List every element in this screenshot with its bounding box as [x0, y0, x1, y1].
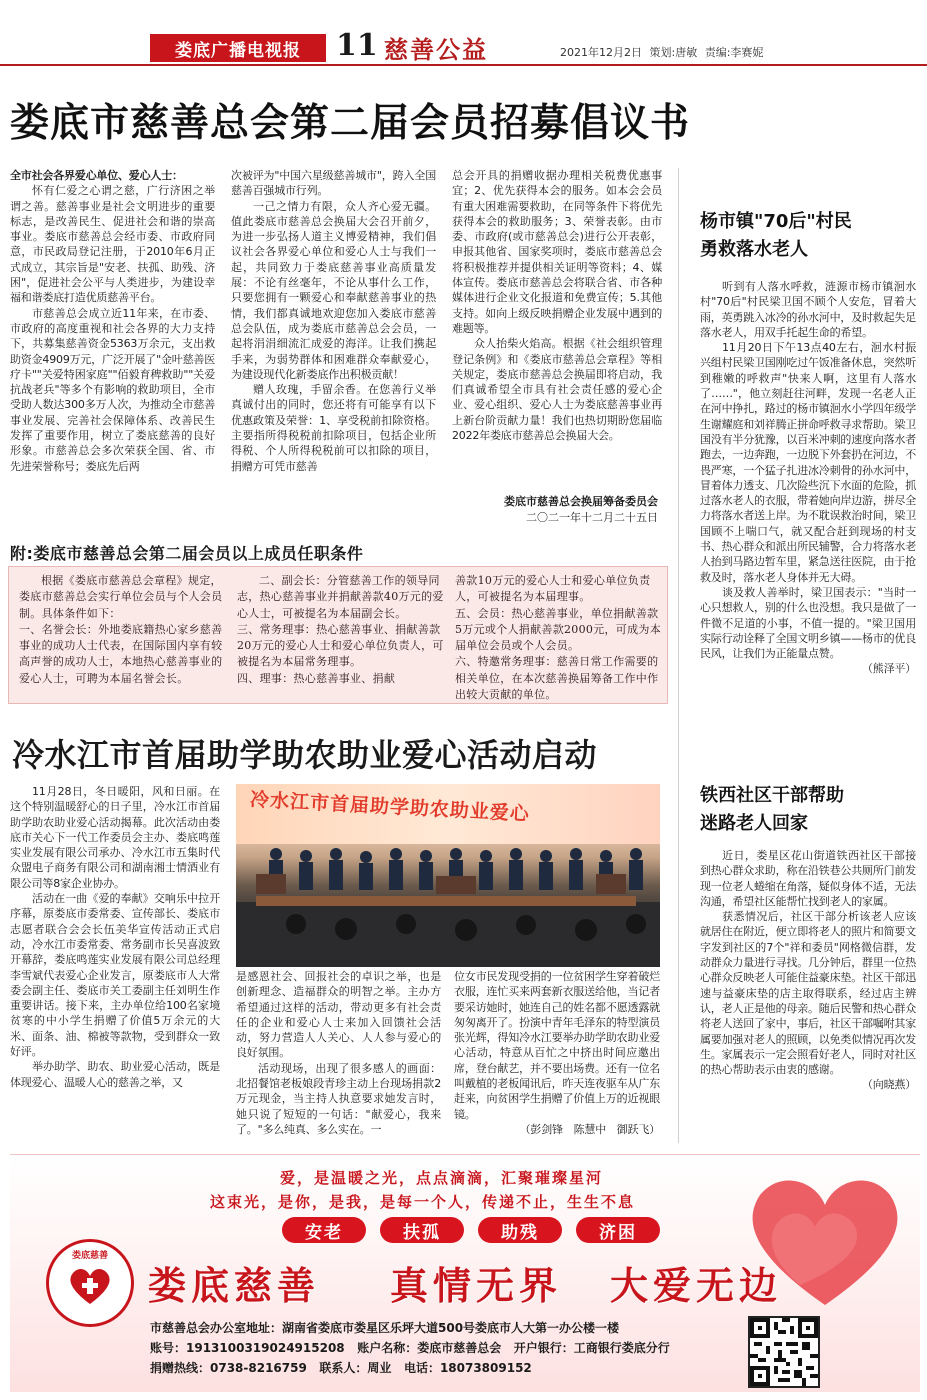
- date-line: [560, 44, 763, 60]
- appendix-col2: 二、副会长：分管慈善工作的领导同志，热心慈善事业并捐献善款40万元的爱心人士，可被提名为本届副会长。 三、常务理事：热心慈善事业、捐献善款20万元的爱心人士和爱心单位负责人，可被提名为本届常务理事。 四、理事：热心慈善事业、捐献: [237, 574, 444, 685]
- crowd-illustration: [236, 784, 660, 967]
- column-divider: [678, 168, 679, 1143]
- contact-info: [150, 1318, 730, 1378]
- section-name: 慈善公益: [384, 35, 488, 64]
- page-number: 11: [336, 28, 378, 63]
- slogan-line1: 爱，是温暖之光，点点滴滴，汇聚璀璨星河: [280, 1169, 604, 1187]
- office-address: 市慈善总会办公室地址：湖南省娄底市娄星区乐坪大道500号娄底市人大第一办公楼一楼: [150, 1321, 620, 1335]
- signature-org: 娄底市慈善总会换届筹备委员会: [504, 495, 658, 508]
- contact-phone: 电话：18073809152: [403, 1361, 532, 1375]
- byline: （熊泽平）: [862, 662, 916, 676]
- paragraph: 近日，娄星区花山街道铁西社区干部接到热心群众求助，称在沿铁巷公共厕所门前发现一位老人蜷缩在角落，疑似身体不适，无法沟通，希望社区能帮忙找到老人的家属。: [700, 849, 916, 908]
- paragraph: 活动现场，出现了很多感人的画面：北招餐馆老板娘段青珍主动上台现场捐款2万元现金，当主持人执意要求她发言时，她只说了短短的一句话："献爱心，我来了。"多么纯真、多么实在。一: [236, 1061, 441, 1136]
- logo-text: 娄底慈善: [71, 1251, 108, 1261]
- side-article2-title: [700, 782, 910, 838]
- issue-date: 2021年12月2日: [560, 46, 642, 59]
- event-photo: [236, 784, 660, 967]
- qr-code-icon: [748, 1316, 820, 1388]
- paragraph: 11月28日，冬日暖阳，风和日丽。在这个特别温暖舒心的日子里，冷水江市首届助学助农助业爱心活动揭幕。此次活动由娄底市关心下一代工作委员会主办、娄底鸣莲实业发展有限公司承办、冷水江市五集时代众盟电子商务有限公司和湖南湘士情酒业有限公司等8家企业协办。: [10, 785, 220, 890]
- contact-person: 联系人：周业: [319, 1361, 392, 1375]
- side-article1-body: [700, 279, 916, 677]
- bank-name: 开户银行：工商银行娄底分行: [513, 1341, 670, 1355]
- side-article1-title: [700, 208, 910, 264]
- account-name: 账户名称：娄底市慈善总会: [357, 1341, 502, 1355]
- paragraph: 总会开具的捐赠收据办理相关税费优惠事宜；2、优先获得本会的服务。如本会会员有重大困难需要救助，在同等条件下将优先获得本会的救助服务；3、荣誉表彰。由市委、市政府(或市慈善总会)进行公开表彰，申报其他省、国家奖项时，娄底市慈善总会将积极推荐并提供相关证明等资料；4、媒体宣传。娄底市慈善总会将联合省、市各种媒体进行企业文化报道和免费宣传；5.其他支持。如向上级反映捐赠企业发展中遇到的难题等。: [452, 169, 662, 335]
- big-slogan-2: 真情无界: [390, 1263, 563, 1308]
- article2-col1: [10, 784, 220, 1090]
- paragraph: 怀有仁爱之心谓之慈，广行济困之举谓之善。慈善事业是社会文明进步的重要标志，是改善民生、促进社会和谐的崇高事业。娄底市慈善总会经市委、市政府同意，市民政局登记注册，于2010年6月正式成立，其宗旨是"安老、扶孤、助残、济困"，促进社会公平与人类进步，为建设幸福和谐娄底打造优质慈善平台。: [10, 184, 215, 305]
- slogan-line2: 这束光，是你，是我，是每一个人，传递不止，生生不息: [210, 1193, 636, 1211]
- paragraph: 11月20日下午13点40左右，洄水村振兴组村民梁卫国刚吃过午饭准备休息，突然听到稚嫩的呼救声"快来人啊，这里有人落水了……"，他立刻赶往河畔，发现一名老人正在河中挣扎，路过的杨市镇洄水小学四年级学生谢耀庭和刘祥腾正拼命呼救寻求帮助。梁卫国没有半分犹豫，以百米冲刺的速度向落水者跑去，一边奔跑，一边脱下外套扔在河边，不畏严寒，一个猛子扎进冰冷刺骨的孙水河中，冒着体力透支、几次险些沉下水面的危险，抓过落水老人的衣服，带着她向岸边游，拼尽全力将落水者送上岸。为不耽误救治时间，梁卫国顾不上喘口气，就又配合赶到现场的村支书、热心群众和派出所民辅警，合力将落水老人抬到马路边暂车里，紧急送往医院，由于抢救及时，落水老人身体并无大碍。: [700, 341, 916, 584]
- pill-anlao: 安老: [282, 1217, 366, 1243]
- donation-hotline: 捐赠热线：0738-8216759: [150, 1361, 307, 1375]
- paragraph: 是感恩社会、回报社会的卓识之举，也是创新理念、造福群众的明智之举。主办方希望通过这样的活动，带动更多有社会责任的企业和爱心人士来加入回馈社会活动，努力营造人人关心、人人参与爱心的良好氛围。: [236, 970, 441, 1060]
- pill-zhucan: 助残: [478, 1217, 562, 1243]
- appendix-title: 附:娄底市慈善总会第二届会员以上成员任职条件: [10, 544, 364, 563]
- paragraph: 位女市民发现受捐的一位贫困学生穿着破烂衣服，连忙买来两套新衣服送给他，当记者要采访她时，她连自己的姓名都不愿透露就匆匆离开了。扮演中青年毛泽东的特型演员张光辉，得知冷水江要举办助学助农助业爱心活动，特意从百忙之中挤出时间应邀出席，登台献艺，并不要出场费。还有一位名叫戴植的老板闻讯后，昨天连夜驱车从广东赶来，向贫困学生捐赠了价值上万的近视眼镜。: [454, 970, 660, 1121]
- title-line: 迷路老人回家: [700, 813, 808, 834]
- paragraph: 众人抬柴火焰高。根据《社会组织管理登记条例》和《娄底市慈善总会章程》等相关规定，娄底市慈善总会换届即将启动，我们真诚希望全市具有社会责任感的爱心企业、爱心组织、爱心人士为娄底慈善事业再上新台阶贡献力量！我们也热切期盼您届临2022年娄底市慈善总会换届大会。: [452, 337, 662, 443]
- signature-date: 二〇二一年十二月二十五日: [526, 511, 658, 524]
- article1-col1: [10, 168, 215, 474]
- side-article2-body: [700, 848, 916, 1093]
- paper-name: 娄底广播电视报: [150, 34, 326, 62]
- article2-headline: 冷水江市首届助学助农助业爱心活动启动: [12, 736, 598, 774]
- paragraph: 谈及救人善举时，梁卫国表示："当时一心只想救人，别的什么也没想。我只是做了一件微不足道的小事，不值一提的。"梁卫国用实际行动诠释了全国文明乡镇——杨市的优良民风，让我们为正能量点赞。: [700, 585, 916, 661]
- byline: （向晓燕）: [862, 1078, 916, 1092]
- appendix-col1: 根据《娄底市慈善总会章程》规定，娄底市慈善总会实行单位会员与个人会员制。具体条件如下： 一、名誉会长：外地娄底籍热心家乡慈善事业的成功人士代表，在国际国内享有较高声誉的成功人士，本地热心慈善事业的爱心人士，可聘为本届名誉会长。: [19, 574, 223, 685]
- paragraph: 市慈善总会成立近11年来，在市委、市政府的高度重视和社会各界的大力支持下，共募集慈善资金5363万余元，支出救助资金4909万元，广泛开展了"金叶慈善医疗卡""关爱特困家庭""佰毅育稗救助""关爱抗战老兵"等多个有影响的救助项目，全市受助人数达300多万人次，为推动全市慈善事业发展、完善社会保障体系、改善民生发挥了重要作用，树立了娄底慈善的良好形象。市慈善总会多次荣获全国、省、市先进荣誉称号；娄底先后两: [10, 306, 215, 473]
- bank-account: 账号：1913100319024915208: [150, 1341, 345, 1355]
- byline: （彭剑锋 陈慧中 御跃飞）: [519, 1122, 660, 1136]
- title-line: 杨市镇"70后"村民: [700, 211, 852, 232]
- photo-stage-banner: 冷水江市首届助学助农助业爱心: [249, 788, 531, 826]
- article2-col3: [454, 969, 660, 1137]
- big-slogan-1: 娄底慈善: [148, 1263, 321, 1308]
- article1-signature: [452, 494, 658, 526]
- pill-jikun: 济困: [576, 1217, 660, 1243]
- pill-fugu: 扶孤: [380, 1217, 464, 1243]
- appendix-col3: 善款10万元的爱心人士和爱心单位负责人，可被提名为本届理事。 五、会员：热心慈善事业，单位捐献善款5万元或个人捐献善款2000元，可成为本届单位会员或个人会员。 六、特邀常务理事：慈善日常工作需要的相关单位，在本次慈善换届筹备工作中作出较大贡献的单位。: [455, 574, 661, 702]
- editor: 责编:李赛妮: [704, 46, 764, 59]
- paragraph: 活动在一曲《爱的奉献》交响乐中拉开序幕，原娄底市委常委、宣传部长、娄底市志愿者联合会会长伍美华宣传活动正式启动，冷水江市委常委、常务副市长吴喜波致开幕辞，娄底鸣莲实业发展有限公司总经理李雪斌代表爱心企业发言，原娄底市人大常委会副主任、娄底市关工委副主任刘明生作重要讲话。接下来，主办单位给100名家境贫寒的中小学生捐赠了价值5万余元的大米、面条、油、棉被等款物，受到群众一致好评。: [10, 892, 220, 1059]
- paragraph: 次被评为"中国六星级慈善城市"，跨入全国慈善百强城市行列。: [231, 169, 436, 198]
- article1-col2: [231, 168, 436, 474]
- charity-logo: [46, 1239, 134, 1327]
- article1-col3: [452, 168, 662, 443]
- appendix-box: [8, 566, 668, 704]
- paragraph: 一己之情力有限，众人齐心爱无疆。值此娄底市慈善总会换届大会召开前夕，为进一步弘扬人道主义博爱精神，我们倡议社会各界爱心单位和爱心人士与我们一起，共同致力于娄底慈善事业高质量发展：不论有丝毫年，不论从事什么工作，只要您拥有一颗爱心和奉献慈善事业的热情，我们都真诚地欢迎您加入娄底市慈善总会队伍，成为娄底市慈善总会会员，一起将涓涓细流汇成爱的海洋。让我们携起手来，为弱势群体和困难群众奉献爱心，为建设现代化新娄底作出积极贡献！: [231, 199, 436, 381]
- paragraph: 举办助学、助农、助业爱心活动，既是体现爱心、温暖人心的慈善之举，又: [10, 1060, 220, 1089]
- paragraph: 听到有人落水呼救，涟源市杨市镇洄水村"70后"村民梁卫国不顾个人安危，冒着大雨，英勇跳入冰冷的孙水河中，及时救起失足落水老人，用双手托起生命的希望。: [700, 280, 916, 339]
- big-slogan-3: 大爱无边: [610, 1263, 783, 1308]
- title-line: 铁西社区干部帮助: [700, 785, 844, 806]
- logo-heart-icon: [67, 1266, 113, 1306]
- title-line: 勇救落水老人: [700, 239, 808, 260]
- masthead: [0, 0, 927, 66]
- article1-headline: 娄底市慈善总会第二届会员招募倡议书: [10, 101, 691, 146]
- paragraph: 赠人玫瑰，手留余香。在您善行义举真诚付出的同时，您还将有可能享有以下优惠政策及荣誉：1、享受税前扣除资格。主要指所得税税前扣除项目，包括企业所得税、个人所得税税前可以扣除的项目，捐赠方可凭市慈善: [231, 383, 436, 473]
- paragraph: 获悉情况后，社区干部分析该老人应该就居住在附近，便立即将老人的照片和简要文字发到社区的7个"祥和委员"网格微信群，发动群众力量进行寻找。几分钟后，群里一位热心群众反映老人可能住益豪床垫。社区干部迅速与益豪床垫的店主取得联系，经过店主辨认，老人正是他的母亲。随后民警和热心群众将老人送回了家中，事后，社区干部嘱咐其家属要加强对老人的照顾，以免类似情况再次发生。家属表示一定会照看好老人，同时对社区的热心帮助表示由衷的感谢。: [700, 910, 916, 1077]
- planner: 策划:唐敏: [649, 46, 698, 59]
- salutation: 全市社会各界爱心单位、爱心人士：: [10, 169, 183, 182]
- article2-col2: [236, 969, 441, 1137]
